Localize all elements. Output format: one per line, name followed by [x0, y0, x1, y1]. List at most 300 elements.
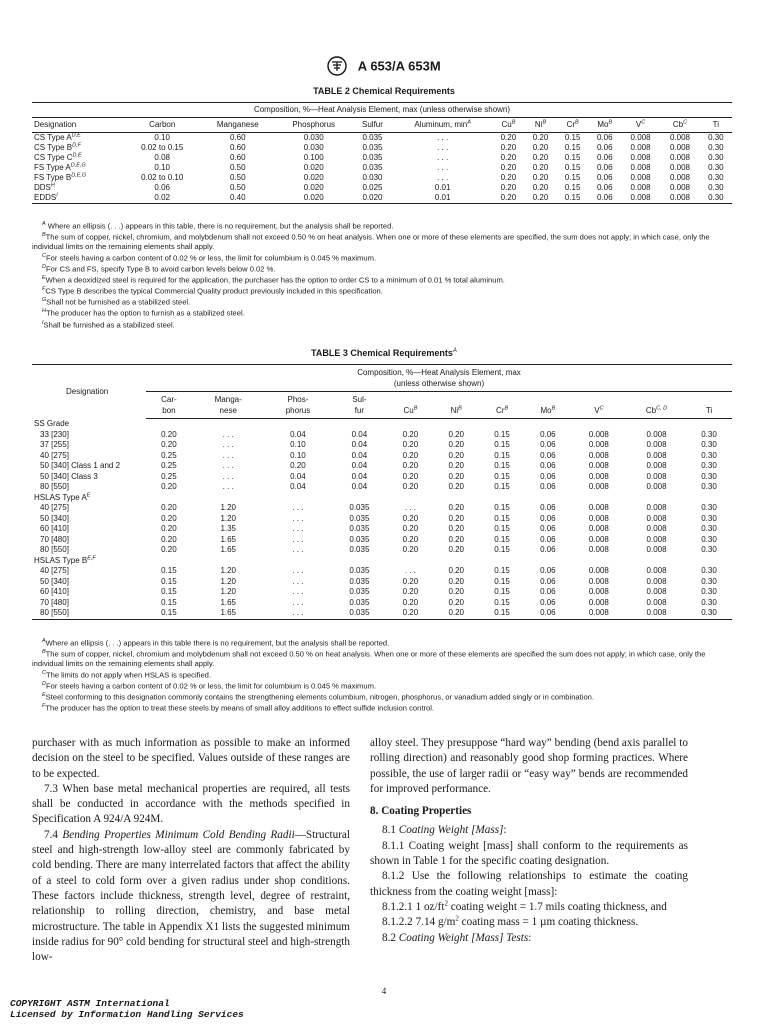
- table-cell: 0.06: [540, 587, 556, 597]
- table-cell: 0.06: [540, 503, 556, 513]
- row-designation: 33 [230]: [40, 429, 69, 439]
- row-designation: 40 [275]: [40, 566, 69, 576]
- row-designation: FS Type $B^{D,E,G}$: [34, 172, 87, 182]
- table-cell: 0.06: [540, 429, 556, 439]
- table3-column-header: Car- bon: [146, 392, 192, 419]
- table-row: [32, 577, 732, 588]
- table-cell: . . .: [404, 566, 416, 576]
- table-cell: 0.008: [669, 163, 691, 172]
- table-cell: 0.06: [540, 576, 556, 586]
- table-cell: 0.06: [596, 163, 613, 172]
- row-designation: CS Type $C^{D,E}$: [34, 152, 82, 162]
- table-cell: 0.20: [500, 163, 517, 172]
- table-cell: 0.008: [588, 513, 609, 523]
- table-cell: 0.04: [351, 429, 368, 439]
- table-cell: 1.65: [220, 545, 237, 555]
- document-id: A 653/A 653M: [357, 58, 441, 74]
- table-cell: 0.008: [630, 143, 651, 152]
- table-cell: 0.30: [708, 153, 724, 162]
- table-cell: 0.008: [630, 153, 651, 162]
- table-cell: 0.020: [303, 163, 324, 172]
- table-group-row: [32, 419, 732, 430]
- table-cell: 0.008: [588, 503, 609, 513]
- table-cell: 0.008: [646, 461, 667, 471]
- table-row: [32, 153, 732, 163]
- table-cell: 0.030: [362, 173, 383, 182]
- table-row: [32, 545, 732, 556]
- table-cell: 0.15: [564, 143, 581, 152]
- table-cell: 0.20: [448, 524, 465, 534]
- table-cell: 0.20: [402, 482, 419, 492]
- row-designation: FS Type $A^{D,E,G}$: [34, 162, 86, 172]
- table-cell: 0.008: [669, 173, 691, 182]
- table-cell: 1.65: [220, 597, 237, 607]
- table-row: [32, 598, 732, 609]
- table2-column-header: $Mo^B$: [589, 118, 621, 133]
- table3: [32, 364, 732, 620]
- table2-title: TABLE 2 Chemical Requirements: [313, 86, 455, 96]
- table-cell: 0.20: [448, 566, 465, 576]
- footnote: $^I$Shall be furnished as a stabilized steel.: [42, 319, 175, 330]
- table3-column-header: $Mo^B$: [525, 392, 571, 419]
- table-cell: 0.15: [161, 576, 177, 586]
- footnote: $^B$The sum of copper, nickel, chromium, and molybdenum shall not exceed 0.50 % on heat analysis. When one or more of these elements are specified, the sum does not apply; in which case, only the individual limits on the remaining elements shall apply.: [32, 232, 710, 252]
- table2-footnotes: [32, 220, 736, 330]
- table-cell: 0.20: [402, 429, 419, 439]
- row-designation: CS Type $B^{D,F}$: [34, 142, 81, 152]
- table-cell: 0.15: [564, 183, 581, 192]
- paragraph-7-4: 7.4 Bending Properties Minimum Cold Bending Radii—Structural steel and high-strength low-alloy steel are commonly fabricated by cold bending. There are many interrelated factors that affect the ability of a steel to cold form over a given radius under shop conditions. These factors include thickness, strength level, degree of restraint, relationship to rolling direction, chemistry, and base metal microstructure. The table in Appendix X1 lists the suggested minimum inside radius for 90° cold bending for structural steel and high-strength low-: [32, 828, 350, 964]
- table-cell: . . .: [292, 587, 304, 597]
- footnote: $^D$For steels having a carbon content of 0.02 % or less, the limit for columbium is 0.045 % maximum.: [42, 680, 377, 691]
- table2-column-header: $Ni^B$: [524, 118, 556, 133]
- table-cell: 0.20: [161, 440, 177, 450]
- table-cell: 0.30: [701, 576, 717, 586]
- table-cell: 0.30: [708, 173, 724, 182]
- table-cell: 0.30: [701, 461, 717, 471]
- table-cell: 0.20: [402, 597, 419, 607]
- footnote: $^A$Where an ellipsis (. . .) appears in this table there is no requirement, but the analysis shall be reported.: [42, 638, 390, 648]
- table-cell: 0.20: [448, 503, 465, 513]
- table-cell: 0.008: [646, 429, 667, 439]
- table2-column-header: Designation: [32, 118, 124, 133]
- row-designation: 50 [340] Class 1 and 2: [40, 461, 121, 471]
- footnote: $^H$The producer has the option to furnish as a stabilized steel.: [42, 308, 245, 318]
- table-cell: 0.035: [349, 566, 370, 576]
- table-cell: 0.30: [701, 524, 717, 534]
- table-cell: 0.10: [154, 163, 170, 172]
- table-cell: 0.10: [290, 440, 306, 450]
- table-cell: 0.008: [669, 143, 691, 152]
- table-cell: 0.06: [596, 183, 613, 192]
- table-cell: 1.65: [220, 534, 237, 544]
- table-cell: 0.20: [448, 461, 465, 471]
- table-cell: 0.06: [540, 471, 556, 481]
- table-cell: 0.035: [362, 153, 383, 162]
- copyright-footer: [10, 998, 244, 1020]
- table-cell: 0.60: [229, 133, 246, 142]
- table-cell: 0.15: [161, 566, 177, 576]
- table-row: [32, 193, 732, 204]
- table-cell: 0.008: [646, 545, 667, 555]
- table-cell: 0.02 to 0.15: [141, 143, 184, 152]
- table-cell: 0.20: [161, 429, 177, 439]
- table-cell: 0.15: [494, 461, 510, 471]
- table-cell: 0.008: [646, 450, 667, 460]
- row-designation: 60 [410]: [40, 587, 69, 597]
- table-cell: . . .: [265, 608, 332, 619]
- table-cell: 0.008: [588, 482, 609, 492]
- table-cell: 0.20: [500, 153, 517, 162]
- table-row: [32, 173, 732, 183]
- table2-column-header: Aluminum, $\min^A$: [393, 118, 492, 133]
- table-cell: 0.30: [708, 143, 724, 152]
- paragraph-8-1-1: 8.1.1 Coating weight [mass] shall conform to the requirements as shown in Table 1 for the specific coating designation.: [370, 839, 688, 868]
- table-cell: 0.15: [564, 133, 581, 142]
- table-cell: 0.20: [402, 513, 419, 523]
- table-cell: 0.008: [588, 429, 609, 439]
- footnote: $^D$For CS and FS, specify Type B to avoid carbon levels below 0.02 %.: [42, 263, 276, 274]
- table-cell: . . .: [222, 461, 234, 471]
- table-cell: 0.030: [303, 143, 324, 152]
- table2-column-header: $Cu^B$: [492, 118, 524, 133]
- table-cell: 0.20: [500, 173, 517, 182]
- table-cell: 0.20: [402, 450, 419, 460]
- table-cell: . . .: [292, 597, 304, 607]
- table-cell: . . .: [292, 524, 304, 534]
- table-cell: 0.01: [434, 183, 451, 192]
- table-cell: 0.20: [161, 503, 177, 513]
- table-row: [32, 482, 732, 493]
- table-cell: 0.06: [596, 173, 613, 182]
- table-cell: 0.15: [494, 471, 510, 481]
- table-cell: 0.15: [494, 482, 510, 492]
- table-cell: 0.25: [161, 471, 177, 481]
- table-cell: 0.20: [402, 576, 419, 586]
- table-cell: 0.035: [349, 545, 370, 555]
- table-cell: 0.20: [402, 534, 419, 544]
- table-cell: 0.008: [630, 173, 651, 182]
- table-cell: 0.008: [588, 597, 609, 607]
- table-cell: 0.30: [701, 440, 717, 450]
- table-cell: . . .: [292, 545, 304, 555]
- table-cell: 0.15: [494, 450, 510, 460]
- table-cell: 0.035: [362, 163, 383, 172]
- table-cell: 0.20: [532, 173, 549, 182]
- table-cell: 0.20: [500, 183, 517, 192]
- table-cell: . . .: [292, 534, 304, 544]
- table-cell: . . .: [437, 153, 449, 162]
- table-cell: . . .: [292, 576, 304, 586]
- row-designation: 40 [275]: [40, 450, 69, 460]
- table-cell: 0.008: [646, 534, 667, 544]
- page-number: 4: [381, 986, 387, 996]
- paragraph: alloy steel. They presuppose “hard way” bending (bend axis parallel to rolling direction) and reasonably good shop forming practices. Where possible, the use of larger radii or “easy way” bends are recommended for improved performance.: [370, 737, 688, 795]
- table-cell: 0.008: [588, 534, 609, 544]
- row-designation: 80 [550]: [32, 608, 146, 619]
- table-cell: 1.20: [220, 566, 237, 576]
- table-cell: 0.06: [525, 608, 571, 619]
- table3-column-header: $Cb^{C, D}$: [627, 392, 686, 419]
- table-cell: 0.10: [290, 450, 306, 460]
- table-cell: 0.035: [349, 524, 370, 534]
- row-designation: 50 [340]: [40, 576, 69, 586]
- paragraph-7-3: 7.3 When base metal mechanical properties are required, all tests shall be conducted in accordance with the methods specified in Specification A 924/A 924M.: [32, 782, 350, 826]
- table-cell: 0.15: [564, 163, 581, 172]
- table-cell: 0.008: [646, 471, 667, 481]
- table-cell: 0.20: [532, 183, 549, 192]
- table-cell: 0.20: [448, 429, 465, 439]
- table-cell: 0.20: [448, 597, 465, 607]
- table2-column-header: Sulfur: [352, 118, 393, 133]
- table-cell: 0.030: [303, 133, 324, 142]
- table-cell: 0.15: [161, 597, 177, 607]
- table-cell: 0.008: [646, 503, 667, 513]
- table-cell: . . .: [222, 440, 234, 450]
- table-cell: 0.15: [564, 153, 581, 162]
- table3-title: TABLE 3 Chemical Requirements$^A$: [311, 348, 457, 358]
- table-row: [32, 430, 732, 441]
- footnote: $^E$Steel conforming to this designation commonly contains the strengthening elements columbium, nitrogen, phosphorus, or vanadium added singly or in combination.: [42, 692, 594, 702]
- table-cell: 0.04: [290, 429, 306, 439]
- table-cell: . . .: [437, 133, 449, 142]
- table-cell: 0.20: [161, 545, 177, 555]
- table-cell: 0.020: [275, 193, 352, 204]
- table-cell: 0.20: [448, 513, 465, 523]
- table-cell: 0.008: [588, 576, 609, 586]
- table-cell: 0.30: [701, 503, 717, 513]
- table-cell: 0.15: [494, 534, 510, 544]
- table-cell: 0.50: [229, 163, 246, 172]
- table-cell: 0.30: [708, 183, 724, 192]
- table-cell: 0.008: [630, 133, 651, 142]
- table-cell: 0.20: [402, 461, 419, 471]
- table-cell: 0.15: [494, 587, 510, 597]
- table3-column-header: $Cr^B$: [479, 392, 525, 419]
- table-cell: 0.30: [701, 587, 717, 597]
- table-cell: 0.15: [494, 566, 510, 576]
- row-designation: 37 [255]: [40, 440, 69, 450]
- table2: [32, 102, 732, 204]
- table-cell: 0.20: [532, 163, 549, 172]
- table-cell: 0.06: [596, 153, 613, 162]
- group-label: HSLAS Type $A^E$: [34, 492, 91, 502]
- table-cell: 0.008: [646, 440, 667, 450]
- table-cell: 0.06: [540, 461, 556, 471]
- table-cell: 0.008: [630, 163, 651, 172]
- astm-logo-icon: [327, 56, 347, 76]
- table-cell: 0.60: [229, 143, 246, 152]
- footer-line: Licensed by Information Handling Services: [10, 1009, 244, 1020]
- row-designation: 60 [410]: [40, 524, 69, 534]
- table-cell: 1.20: [220, 576, 237, 586]
- table-cell: 0.06: [596, 143, 613, 152]
- table-cell: 0.035: [331, 608, 387, 619]
- table-cell: 0.035: [362, 143, 383, 152]
- table-cell: 0.04: [351, 450, 368, 460]
- right-column: [370, 736, 688, 946]
- table-cell: 0.008: [646, 597, 667, 607]
- table-cell: 0.008: [646, 587, 667, 597]
- table-cell: 0.20: [524, 193, 556, 204]
- table-cell: 0.20: [448, 482, 465, 492]
- table-cell: 0.020: [303, 173, 324, 182]
- footnote: $^E$When a deoxidized steel is required for the application, the purchaser has the option to order CS to a minimum of 0.01 % total aluminum.: [42, 275, 505, 285]
- table-cell: 0.15: [494, 513, 510, 523]
- table-cell: 0.04: [290, 482, 306, 492]
- table-cell: 0.20: [448, 587, 465, 597]
- table2-column-header: Manganese: [200, 118, 275, 133]
- table-cell: 0.20: [388, 608, 434, 619]
- table-cell: 0.20: [448, 471, 465, 481]
- table-cell: 0.06: [540, 513, 556, 523]
- table-cell: 0.30: [701, 534, 717, 544]
- table2-column-header: $V^C$: [621, 118, 660, 133]
- footnote: $^C$For steels having a carbon content of 0.02 % or less, the limit for columbium is 0.045 % maximum.: [42, 252, 377, 263]
- table-row: [32, 472, 732, 483]
- table-cell: 0.06: [154, 183, 170, 192]
- table-cell: . . .: [437, 173, 449, 182]
- table-cell: 0.20: [448, 534, 465, 544]
- table-cell: 0.50: [229, 173, 246, 182]
- table-cell: 0.008: [571, 608, 627, 619]
- table-cell: 0.20: [492, 193, 524, 204]
- table-row: [32, 587, 732, 598]
- table-cell: 0.30: [701, 450, 717, 460]
- table-cell: 0.008: [669, 153, 691, 162]
- table-cell: 0.20: [161, 482, 177, 492]
- table-cell: 0.20: [402, 440, 419, 450]
- table-cell: 0.025: [362, 183, 383, 192]
- table-cell: 0.008: [621, 193, 660, 204]
- table-cell: 0.20: [448, 440, 465, 450]
- paragraph: purchaser with as much information as possible to make an informed decision on the steel to be specified. Values outside of these ranges are to be expected.: [32, 737, 350, 780]
- table-cell: 0.20: [532, 143, 549, 152]
- table-row: [32, 608, 732, 619]
- table-cell: 0.20: [161, 534, 177, 544]
- table-row: [32, 133, 732, 144]
- paragraph-8-2: 8.2 Coating Weight [Mass] Tests:: [382, 931, 532, 944]
- table-cell: 0.008: [669, 183, 691, 192]
- table-cell: 0.035: [349, 587, 370, 597]
- table-cell: 0.06: [540, 524, 556, 534]
- table-cell: 0.008: [646, 524, 667, 534]
- table-cell: 0.020: [303, 183, 324, 192]
- table-cell: 0.30: [701, 471, 717, 481]
- table-cell: . . .: [222, 482, 234, 492]
- table-row: [32, 461, 732, 472]
- table-row: [32, 524, 732, 535]
- table-cell: 0.20: [532, 153, 549, 162]
- table-cell: 0.30: [686, 608, 732, 619]
- table-cell: 1.35: [220, 524, 237, 534]
- table-cell: 0.15: [494, 524, 510, 534]
- table-cell: 0.20: [402, 524, 419, 534]
- table-cell: 0.15: [494, 545, 510, 555]
- table3-column-header: $V^C$: [571, 392, 627, 419]
- table-cell: 0.30: [701, 513, 717, 523]
- paragraph-8-1: 8.1 Coating Weight [Mass]:: [382, 824, 507, 837]
- table-cell: 0.15: [564, 173, 581, 182]
- table-cell: 0.15: [161, 587, 177, 597]
- table-cell: 0.20: [448, 450, 465, 460]
- table2-span-header: Composition, %—Heat Analysis Element, max (unless otherwise shown): [32, 103, 732, 118]
- table-cell: 0.20: [433, 608, 479, 619]
- document-header: [0, 56, 768, 76]
- paragraph-8-1-2: 8.1.2 Use the following relationships to estimate the coating thickness from the coating weight [mass]:: [370, 870, 688, 898]
- table-cell: 0.30: [701, 545, 717, 555]
- table-cell: 0.20: [448, 545, 465, 555]
- table-cell: 0.06: [540, 534, 556, 544]
- table-row: [32, 451, 732, 462]
- table-cell: 0.008: [588, 524, 609, 534]
- table-cell: . . .: [222, 471, 234, 481]
- table-cell: 0.10: [154, 133, 170, 142]
- table-cell: 0.25: [161, 450, 177, 460]
- table-cell: 0.008: [588, 587, 609, 597]
- table-cell: 0.20: [402, 545, 419, 555]
- table-cell: 0.04: [351, 482, 368, 492]
- table-cell: . . .: [292, 513, 304, 523]
- row-designation: $EDDS^I$: [32, 193, 124, 204]
- table-row: [32, 535, 732, 546]
- table-cell: 0.25: [161, 461, 177, 471]
- table-cell: 0.035: [362, 133, 383, 142]
- table-cell: 0.020: [352, 193, 393, 204]
- table-cell: 0.06: [540, 566, 556, 576]
- table-cell: 0.30: [701, 566, 717, 576]
- table-cell: 0.06: [540, 440, 556, 450]
- table-cell: 1.65: [192, 608, 265, 619]
- table-group-row: [32, 493, 732, 504]
- table-row: [32, 514, 732, 525]
- table-cell: 0.04: [290, 471, 306, 481]
- table-cell: 0.20: [500, 133, 517, 142]
- footnote: $^G$Shall not be furnished as a stabilized steel.: [42, 297, 191, 307]
- table-row: [32, 503, 732, 514]
- table-cell: 0.06: [540, 597, 556, 607]
- table3-span-header: Composition, %—Heat Analysis Element, max (unless otherwise shown): [146, 365, 732, 392]
- table-cell: 0.008: [660, 193, 699, 204]
- table-cell: 0.06: [540, 545, 556, 555]
- table-cell: 0.30: [701, 597, 717, 607]
- row-designation: CS Type $A^{D,E}$: [34, 132, 81, 142]
- table-cell: 1.20: [220, 513, 237, 523]
- table-cell: 0.20: [532, 133, 549, 142]
- table-cell: 0.20: [500, 143, 517, 152]
- table-cell: 0.01: [393, 193, 492, 204]
- paragraph-8-1-2-2: 8.1.2.2 7.14 $g/m^2$ coating mass = 1 µm coating thickness.: [382, 914, 639, 929]
- table-cell: 0.008: [588, 566, 609, 576]
- table3-footnotes: [32, 637, 736, 713]
- table-cell: 0.035: [349, 534, 370, 544]
- table-row: [32, 440, 732, 451]
- table-cell: 0.30: [701, 482, 717, 492]
- table-cell: 0.008: [669, 133, 691, 142]
- table3-column-header: Sul- fur: [331, 392, 387, 419]
- table-row: [32, 566, 732, 577]
- footnote: $^C$The limits do not apply when HSLAS is specified.: [42, 669, 212, 680]
- table-cell: 0.008: [630, 183, 651, 192]
- table-cell: . . .: [292, 503, 304, 513]
- table-cell: 0.008: [646, 566, 667, 576]
- table2-column-header: $Cr^B$: [557, 118, 589, 133]
- table-cell: 0.30: [708, 163, 724, 172]
- table3-column-header: Ti: [686, 392, 732, 419]
- footnote: $^B$The sum of copper, nickel, chromium and molybdenum shall not exceed 0.50 % on heat analysis. When one or more of these elements are specified the sum does not apply; in which case, only the individual limits on the remaining elements shall apply.: [32, 649, 706, 669]
- table-cell: 0.40: [200, 193, 275, 204]
- table-cell: 0.15: [146, 608, 192, 619]
